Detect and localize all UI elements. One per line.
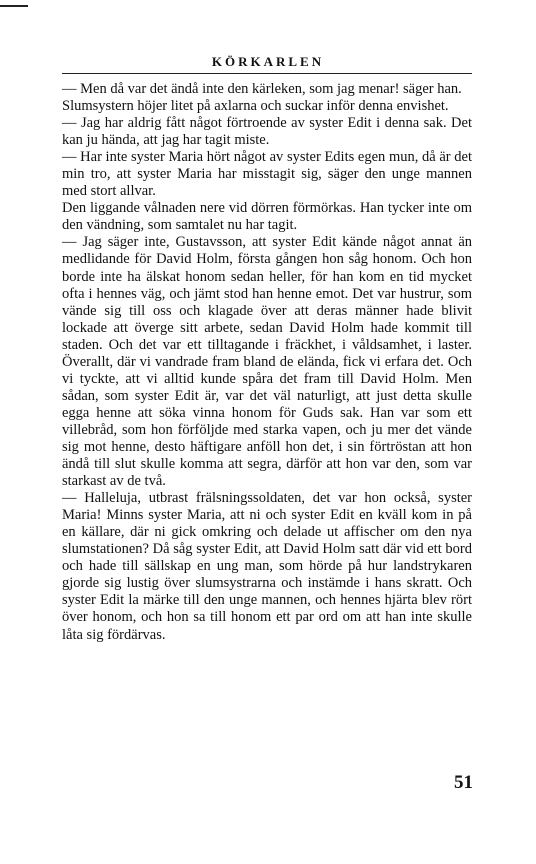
paragraph: — Men då var det ändå inte den kärleken, som jag menar! säger han. bbox=[62, 81, 462, 97]
corner-scan-mark bbox=[0, 5, 28, 7]
paragraph: — Har inte syster Maria hört något av syster Edits egen mun, då är det min tro, att syster Maria har misstagit sig, säger den unge mannen med stort allvar. bbox=[62, 149, 472, 200]
header-rule bbox=[62, 73, 472, 74]
page-number: 51 bbox=[454, 772, 473, 793]
paragraph: — Jag har aldrig fått något förtroende av syster Edit i denna sak. Det kan ju hända, att jag har tagit miste. bbox=[62, 115, 472, 149]
running-title: KÖRKARLEN bbox=[211, 54, 325, 69]
paragraph: Den liggande vålnaden nere vid dörren förmörkas. Han tycker inte om den vändning, som samtalet nu har tagit. bbox=[62, 200, 472, 234]
body-text bbox=[62, 81, 472, 644]
paragraph: — Jag säger inte, Gustavsson, att syster Edit kände något annat än medlidande för David Holm, första gången hon såg honom. Och hon borde inte ha älskat honom sedan heller, för han kom en tid mycket ofta i hennes väg, och jämt stod han henne emot. Det var hustrur, som vände sig till oss och klagade över att deras männer hade blivit lockade att överge sitt arbete, sedan David Holm hade kommit till staden. Och det var ett tilltagande i fräckhet, i våldsamhet, i laster. Överallt, där vi vandrade fram bland de elända, fick vi erfara det. Och vi tyckte, att vi alltid kunde spåra det fram till David Holm. Men sådan, som syster Edit är, var det väl naturligt, att just detta skulle egga henne att söka vinna honom för Guds sak. Han var som ett villebråd, som hon förföljde med starka vapen, och ju mer det vände sig mot henne, desto häftigare anföll hon det, i sin förtröstan att hon ändå till slut skulle komma att segra, därför att hon var den, som var starkast av de två. bbox=[62, 234, 472, 490]
paragraph: — Halleluja, utbrast frälsningssoldaten, det var hon också, syster Maria! Minns syster Maria, att ni och syster Edit en kväll kom in på en källare, där ni gick omkring och delade ut affischer om den nya slumstationen? Då såg syster Edit, att David Holm satt där vid ett bord och hade till sällskap en ung man, som hörde på hur landstrykaren gjorde sig lustig över slumsystrarna och instämde i hans skratt. Och syster Edit la märke till den unge mannen, och hennes hjärta blev rört över honom, och hon sa till honom ett par ord om att han inte skulle låta sig fördärvas. bbox=[62, 490, 472, 643]
paragraph: Slumsystern höjer litet på axlarna och suckar inför denna envishet. bbox=[62, 98, 449, 115]
